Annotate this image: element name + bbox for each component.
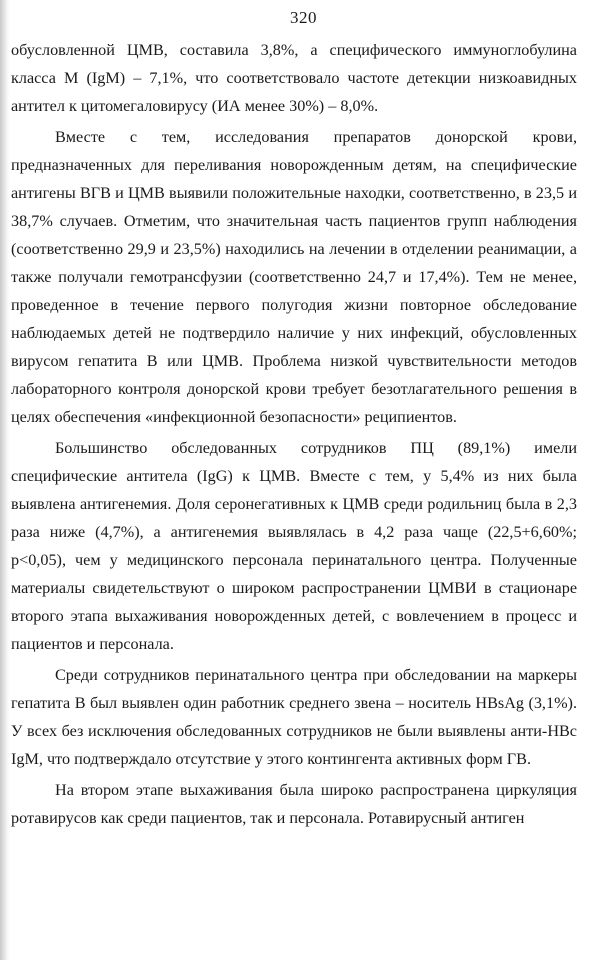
paragraph-hepatitis-markers: Среди сотрудников перинатального центра при обследовании на маркеры гепатита В был выявлен один работник среднего звена – носитель HBsAg (3,1%). У всех без исключения обследованных сотрудников не были выявлены анти-HBc IgM, что подтверждало отсутствие у этого контингента активных форм ГВ. xyxy=(11,666,577,768)
paragraph-rotavirus: На втором этапе выхаживания была широко распространена циркуляция ротавирусов как среди пациентов, так и персонала. Ротавирусный антиген xyxy=(11,781,577,827)
page-number: 320 xyxy=(290,8,317,27)
paragraph-continued: обусловленной ЦМВ, составила 3,8%, а специфического иммуноглобулина класса М (IgM) – 7,1%, что соответствовало частоте детекции низкоавидных антител к цитомегаловирусу (ИА менее 30%) – 8,0%. xyxy=(11,41,577,115)
paragraph-donor-blood: Вместе с тем, исследования препаратов донорской крови, предназначенных для переливания новорожденным детям, на специфические антигены ВГВ и ЦМВ выявили положительные находки, соответственно, в 23,5 и 38,7% случаев. Отметим, что значительная часть пациентов групп наблюдения (соответственно 29,9 и 23,5%) находились на лечении в отделении реанимации, а также получали гемотрансфузии (соответственно 24,7 и 17,4%). Тем не менее, проведенное в течение первого полугодия жизни повторное обследование наблюдаемых детей не подтвердило наличие у них инфекций, обусловленных вирусом гепатита В или ЦМВ. Проблема низкой чувствительности методов лабораторного контроля донорской крови требует безотлагательного решения в целях обеспечения «инфекционной безопасности» реципиентов. xyxy=(11,128,577,426)
paragraph-staff-antibodies: Большинство обследованных сотрудников ПЦ (89,1%) имели специфические антитела (IgG) к ЦМВ. Вместе с тем, у 5,4% из них была выявлена антигенемия. Доля серонегативных к ЦМВ среди родильниц была в 2,3 раза ниже (4,7%), а антигенемия выявлялась в 4,2 раза чаще (22,5+6,60%; р<0,05), чем у медицинского персонала перинатального центра. Полученные материалы свидетельствуют о широком распространении ЦМВИ в стационаре второго этапа выхаживания новорожденных детей, с вовлечением в процесс и пациентов и персонала. xyxy=(11,439,577,653)
scan-edge-shadow xyxy=(0,0,10,960)
page-body xyxy=(11,36,577,832)
